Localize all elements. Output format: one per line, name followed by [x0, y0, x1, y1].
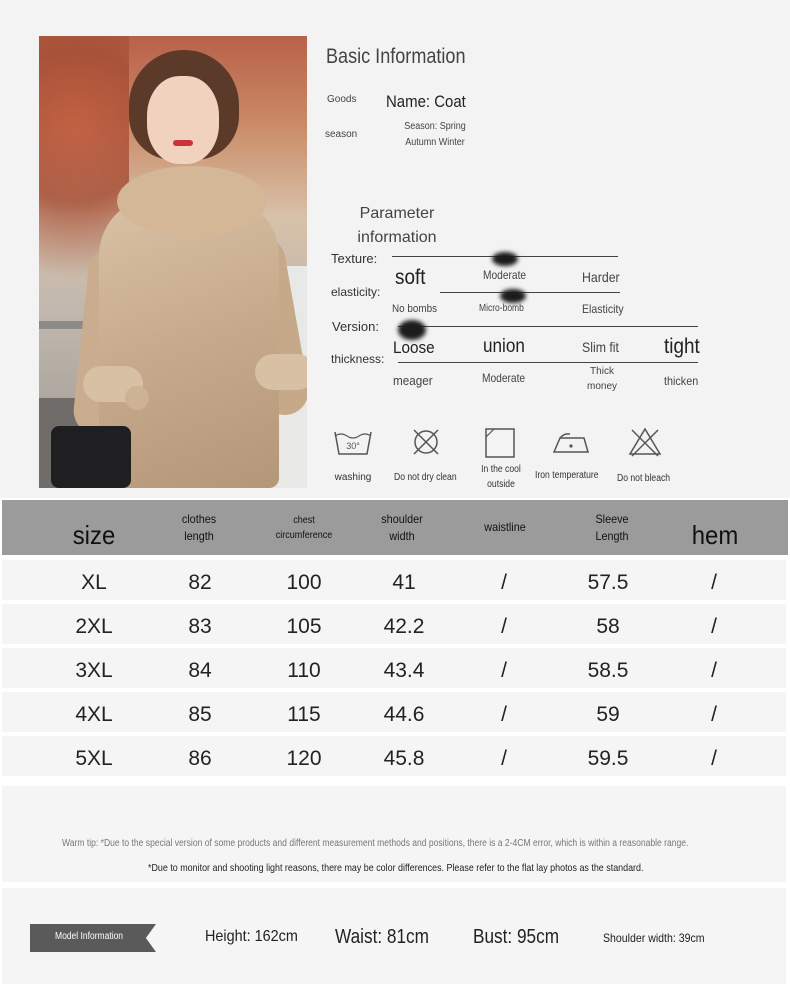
texture-marker — [492, 252, 518, 266]
elasticity-no-bombs: No bombs — [392, 303, 438, 315]
row-3-chest: 110 — [287, 659, 321, 682]
row-1-waistline: / — [501, 571, 507, 594]
model-info-tag-label: Model Information — [55, 931, 124, 942]
texture-moderate: Moderate — [483, 268, 527, 282]
row-2-chest: 105 — [286, 615, 322, 638]
size-row-1 — [2, 560, 786, 600]
row-1-clothes-length: 82 — [188, 571, 212, 594]
row-4-size: 4XL — [75, 703, 113, 726]
header-waistline: waistline — [484, 520, 526, 534]
product-photo — [39, 36, 307, 488]
size-table-header — [2, 500, 788, 555]
warm-tip-text: Warm tip: *Due to the special version of some products and different measurement methods and positions, there is a 2-4CM error, which is within a reasonable range. — [62, 838, 689, 849]
row-5-chest: 120 — [286, 747, 322, 770]
row-1-shoulder: 41 — [392, 571, 416, 594]
row-5-clothes-length: 86 — [188, 747, 212, 770]
model-waist: Waist: 81cm — [335, 926, 429, 948]
elasticity-scale-line — [440, 292, 620, 293]
header-chest-circumference: chest circumference — [275, 514, 333, 541]
photo-lips — [173, 140, 193, 146]
row-4-hem: / — [711, 703, 717, 726]
version-tight: tight — [664, 335, 700, 358]
row-1-hem: / — [711, 571, 717, 594]
no-bleach-label: Do not bleach — [617, 473, 671, 484]
version-scale-line — [398, 326, 698, 327]
photo-handbag — [51, 426, 131, 488]
photo-pompom — [125, 386, 149, 410]
row-5-size: 5XL — [75, 747, 113, 770]
row-4-waistline: / — [501, 703, 507, 726]
season-value: Season: Spring Autumn Winter — [404, 121, 466, 148]
row-2-hem: / — [711, 615, 717, 638]
model-shoulder: Shoulder width: 39cm — [603, 931, 705, 945]
thickness-scale-line — [398, 362, 698, 363]
color-tip-text: *Due to monitor and shooting light reasons, there may be color differences. Please refer to the flat lay photos as the standard. — [148, 862, 644, 874]
elasticity-elasticity: Elasticity — [582, 302, 624, 316]
size-row-4 — [2, 692, 786, 732]
row-5-hem: / — [711, 747, 717, 770]
elasticity-label: elasticity: — [331, 285, 381, 299]
version-union: union — [483, 336, 525, 357]
version-marker — [398, 320, 426, 340]
texture-soft: soft — [395, 266, 426, 289]
parameter-heading: Parameter information — [357, 205, 437, 246]
row-3-shoulder: 43.4 — [383, 659, 425, 682]
version-label: Version: — [332, 319, 379, 334]
goods-label: Goods — [327, 94, 357, 105]
row-1-chest: 100 — [286, 571, 322, 594]
photo-face — [147, 76, 219, 164]
row-1-sleeve: 57.5 — [587, 571, 629, 594]
iron-label: Iron temperature — [535, 470, 599, 481]
header-sleeve-length: Sleeve Length — [595, 511, 629, 543]
dry-in-shade-label: In the cool outside — [481, 464, 521, 490]
name-value: Name: Coat — [386, 92, 466, 111]
row-2-sleeve: 58 — [596, 615, 620, 638]
iron-icon — [550, 432, 592, 456]
basic-info-heading: Basic Information — [326, 45, 466, 68]
header-shoulder-width: shoulder width — [381, 511, 423, 543]
size-row-2 — [2, 604, 786, 644]
header-clothes-length: clothes length — [181, 511, 217, 543]
row-3-waistline: / — [501, 659, 507, 682]
row-5-shoulder: 45.8 — [383, 747, 425, 770]
photo-cuff-right — [255, 354, 307, 390]
version-slim-fit: Slim fit — [582, 339, 619, 355]
row-2-shoulder: 42.2 — [383, 615, 425, 638]
washing-label: washing — [334, 472, 372, 483]
dry-in-shade-icon — [484, 427, 516, 459]
thickness-moderate: Moderate — [482, 371, 526, 385]
row-2-size: 2XL — [75, 615, 113, 638]
thickness-thick-money: Thick money — [586, 366, 617, 392]
row-3-hem: / — [711, 659, 717, 682]
header-hem: hem — [691, 520, 739, 550]
row-4-clothes-length: 85 — [188, 703, 212, 726]
row-1-size: XL — [81, 571, 107, 594]
row-2-waistline: / — [501, 615, 507, 638]
model-height: Height: 162cm — [205, 928, 298, 945]
row-3-size: 3XL — [75, 659, 113, 682]
texture-label: Texture: — [331, 251, 378, 266]
row-5-waistline: / — [501, 747, 507, 770]
no-dry-clean-icon — [410, 426, 442, 458]
row-5-sleeve: 59.5 — [587, 747, 629, 770]
no-dry-clean-label: Do not dry clean — [394, 472, 457, 483]
no-bleach-icon — [628, 426, 662, 458]
row-3-sleeve: 58.5 — [587, 659, 629, 682]
row-3-clothes-length: 84 — [188, 659, 212, 682]
thickness-meager: meager — [393, 373, 433, 388]
season-label: season — [325, 129, 358, 140]
model-bust: Bust: 95cm — [473, 926, 560, 948]
size-row-3 — [2, 648, 786, 688]
washing-30-icon — [333, 428, 373, 458]
texture-harder: Harder — [582, 269, 620, 285]
row-4-chest: 115 — [287, 703, 321, 726]
row-4-sleeve: 59 — [596, 703, 620, 726]
elasticity-micro-bomb: Micro-bomb — [479, 303, 524, 314]
row-2-clothes-length: 83 — [188, 615, 212, 638]
elasticity-marker — [500, 289, 526, 303]
row-4-shoulder: 44.6 — [383, 703, 425, 726]
version-loose: Loose — [393, 338, 435, 357]
size-row-5 — [2, 736, 786, 776]
photo-fur-collar — [117, 166, 267, 236]
wash-temp-text: 30° — [346, 441, 360, 451]
thickness-label: thickness: — [331, 352, 385, 366]
header-size: size — [72, 520, 116, 550]
thickness-thicken: thicken — [664, 374, 699, 388]
